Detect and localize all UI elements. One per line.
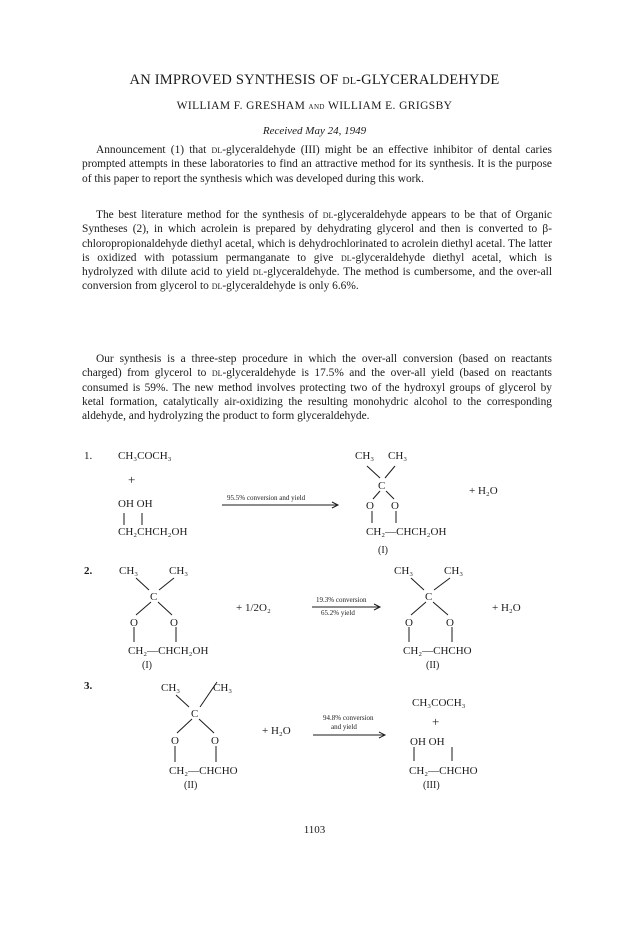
authors: WILLIAM F. GRESHAM and WILLIAM E. GRIGSBY [176, 100, 453, 112]
aldehyde-ketal-oxygen-right: O [446, 617, 454, 629]
ketal-ring-bottom: CH₂—CHCH₂OH [366, 526, 447, 538]
water-byproduct: + H₂O [469, 485, 498, 497]
compound-label-I: (I) [142, 660, 152, 671]
ketal-oxygen-right: O [170, 617, 178, 629]
reaction-3-yield: and yield [331, 723, 357, 731]
aldehyde-ketal-methyl-right: CH₃ [444, 565, 464, 577]
oxygen-reagent: + 1/2O₂ [236, 602, 271, 614]
paragraph-announcement: Announcement (1) that dl-glyceraldehyde (III) might be an effective inhibitor of dental caries prompted attempts in these laboratories to find an attractive method for its synthesis. It is the purpose of this paper to report the synthesis which was developed during this work. [82, 144, 552, 185]
reaction-2-number: 2. [84, 565, 93, 577]
ketal-oxygen-right: O [211, 735, 219, 747]
reaction-1-conditions: 95.5% conversion and yield [227, 494, 306, 502]
ketal-methyl-right: CH₃ [213, 682, 233, 694]
plus-sign: + [128, 472, 136, 487]
compound-label-I: (I) [378, 545, 388, 556]
water-byproduct: + H₂O [492, 602, 521, 614]
ketal-oxygen-left: O [130, 617, 138, 629]
ketal-methyl-left: CH₃ [119, 565, 139, 577]
glyceraldehyde-oh-groups: OH OH [410, 736, 445, 748]
ketal-carbon: C [150, 591, 158, 603]
ketal-methyl-left: CH₃ [161, 682, 181, 694]
acetone-formula: CH₃COCH₃ [412, 697, 466, 709]
ketal-ring-bottom: CH₂—CHCHO [169, 765, 238, 777]
aldehyde-ketal-carbon: C [425, 591, 433, 603]
reaction-2-conversion: 19.3% conversion [316, 596, 367, 604]
paper-title: AN IMPROVED SYNTHESIS OF dl-GLYCERALDEHYDE [129, 72, 500, 88]
compound-label-III: (III) [423, 780, 440, 791]
ketal-oxygen-right: O [391, 500, 399, 512]
ketal-oxygen-left: O [366, 500, 374, 512]
plus-sign: + [432, 714, 440, 729]
reaction-3-number: 3. [84, 680, 93, 692]
ketal-oxygen-left: O [171, 735, 179, 747]
reaction-2-yield: 65.2% yield [321, 609, 355, 617]
paragraph-our-synthesis: Our synthesis is a three-step procedure in which the over-all conversion (based on reactants charged) from glycerol to dl-glyceraldehyde is 17.5% and the over-all yield (based on reactants consumed is 59%. The new method involves protecting two of the hydroxyl groups of glycerol by ketal formation, catalytically air-oxidizing the resulting monohydric alcohol to the corresponding aldehyde, and hydrolyzing the product to form glyceraldehyde. [82, 353, 552, 423]
reaction-1-number: 1. [84, 450, 93, 462]
page-number: 1103 [303, 824, 326, 836]
compound-label-II: (II) [184, 780, 198, 791]
ketal-ring-bottom: CH₂—CHCH₂OH [128, 645, 209, 657]
glycerol-oh-groups: OH OH [118, 498, 153, 510]
aldehyde-ketal-methyl-left: CH₃ [394, 565, 414, 577]
glycerol-formula: CH₂CHCH₂OH [118, 526, 188, 538]
water-reagent: + H₂O [262, 725, 291, 737]
glyceraldehyde-formula: CH₂—CHCHO [409, 765, 478, 777]
acetone-formula: CH₃COCH₃ [118, 450, 172, 462]
aldehyde-ketal-oxygen-left: O [405, 617, 413, 629]
ketal-carbon: C [378, 480, 386, 492]
ketal-carbon: C [191, 708, 199, 720]
aldehyde-ketal-ring-bottom: CH₂—CHCHO [403, 645, 472, 657]
ketal-methyl-right: CH₃ [388, 450, 408, 462]
ketal-methyl-right: CH₃ [169, 565, 189, 577]
paragraph-literature-method: The best literature method for the synthesis of dl-glyceraldehyde appears to be that of Organic Syntheses (2), in which acrolein is prepared by dehydrating glycerol and then is converted to β-chloropropionaldehyde diethyl acetal, which is dehydrochlorinated to acrolein diethyl acetal. The latter is oxidized with potassium permanganate to give dl-glyceraldehyde diethyl acetal, which is hydrolyzed with dilute acid to yield dl-glyceraldehyde. The method is cumbersome, and the over-all conversion from glycerol to dl-glyceraldehyde is only 6.6%. [82, 209, 552, 293]
compound-label-II: (II) [426, 660, 440, 671]
received-date: Received May 24, 1949 [262, 125, 367, 137]
ketal-methyl-left: CH₃ [355, 450, 375, 462]
reaction-3-conversion: 94.8% conversion [323, 714, 374, 722]
